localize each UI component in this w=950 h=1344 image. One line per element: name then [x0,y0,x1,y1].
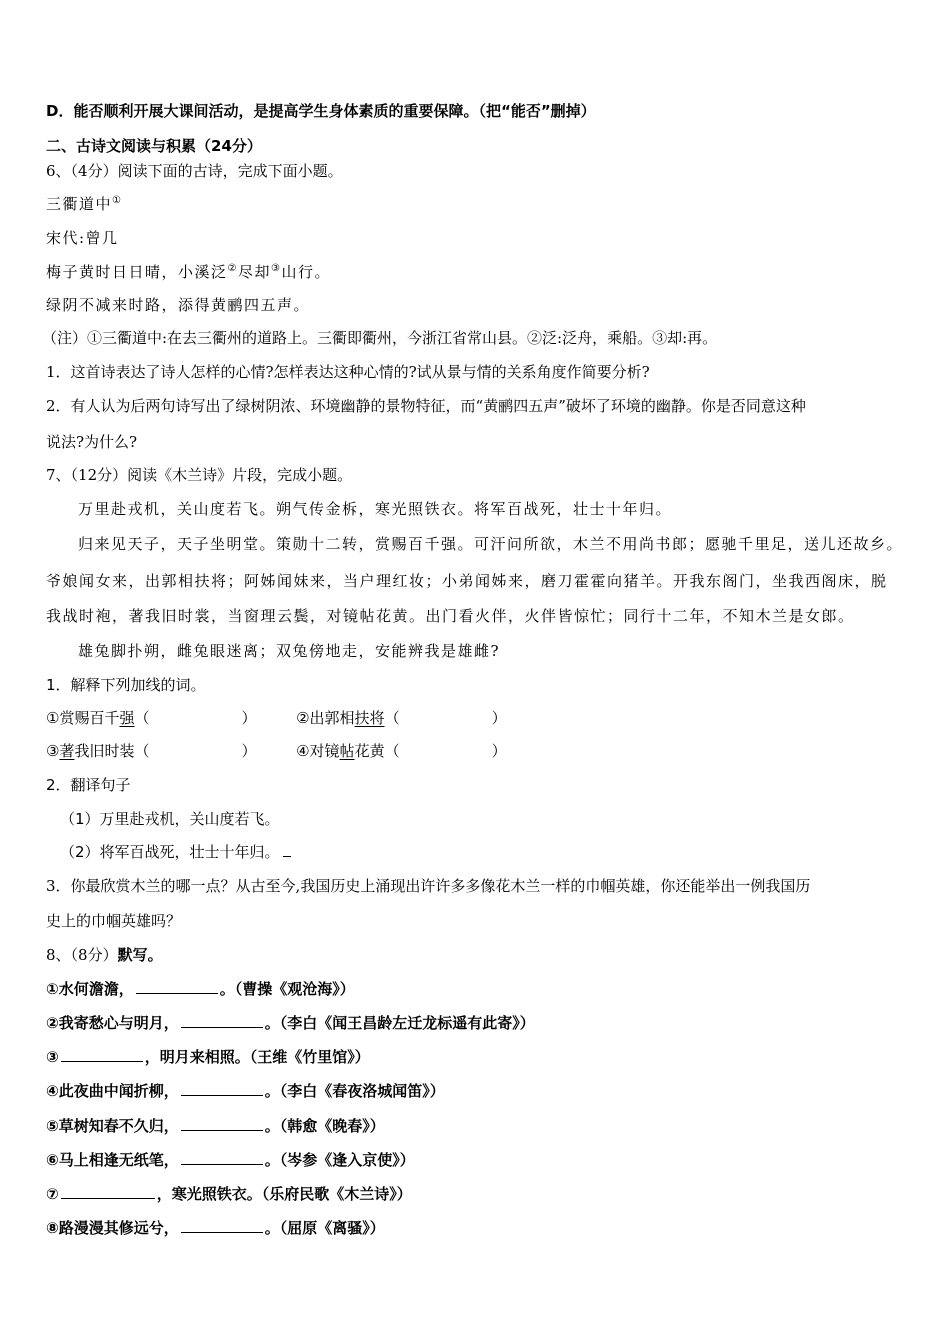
vocab-row-2 [46,741,507,761]
underlined-word: 著 [59,742,75,760]
q6-sub1: 1．这首诗表达了诗人怎样的心情?怎样表达这种心情的?试从景与情的关系角度作简要分析? [46,363,650,381]
vocab-item-4: ④对镜帖花黄（ ） [296,742,507,760]
fill-blank[interactable] [181,1013,263,1028]
q6-header: 6、（4分）阅读下面的古诗，完成下面小题。 [46,162,343,180]
fill-blank[interactable] [181,1116,263,1131]
poem-line-1 [46,262,331,282]
underlined-word: 强 [119,709,135,727]
poem-title-text: 三衢道中 [46,195,113,213]
recite-item-1: ①水何澹澹， 。（曹操《观沧海》） [46,980,355,998]
poem-line-2: 绿阴不减来时路，添得黄鹂四五声。 [46,296,311,314]
q6-sub2-line1: 2．有人认为后两句诗写出了绿树阴浓、环境幽静的景物特征，而“黄鹂四五声”破坏了环境的幽静。你是否同意这种 [46,397,806,415]
poem-line-1-part-a: 梅子黄时日日晴，小溪泛 [46,263,228,281]
q7-sub3-line2: 史上的巾帼英雄吗？ [46,912,182,930]
q7-header: 7、（12分）阅读《木兰诗》片段，完成小题。 [46,466,353,484]
poem-line-1-part-b: 尽却 [237,263,271,281]
vocab-item-3: ③著我旧时装（ ） [46,742,257,760]
answer-blank[interactable] [283,844,291,857]
fill-blank[interactable] [181,1150,263,1165]
underlined-word: 帖 [339,742,355,760]
option-d-label: D． [46,102,74,120]
passage-p3: 雄兔脚扑朔，雌兔眼迷离；双兔傍地走，安能辨我是雄雌? [78,642,501,660]
recite-item-4: ④此夜曲中闻折柳， 。（李白《春夜洛城闻笛》） [46,1082,445,1100]
passage-p2-line2: 爷娘闻女来，出郭相扶将；阿姊闻妹来，当户理红妆；小弟闻姊来，磨刀霍霍向猪羊。开我东阁门，坐我西阁床，脱 [46,572,888,590]
q7-sub1-title: 1．解释下列加线的词。 [46,676,206,694]
q7-sub2-title: 2．翻译句子 [46,776,131,794]
fill-blank[interactable] [61,1184,155,1199]
fill-blank[interactable] [61,1047,143,1062]
section-title: 二、古诗文阅读与积累（24分） [46,137,262,155]
passage-p1: 万里赴戎机，关山度若飞。朔气传金柝，寒光照铁衣。将军百战死，壮士十年归。 [78,500,673,518]
recite-item-3: ③ ，明月来相照。（王维《竹里馆》） [46,1048,370,1066]
passage-p2-line1: 归来见天子，天子坐明堂。策勋十二转，赏赐百千强。可汗问所欲，木兰不用尚书郎；愿驰千里足，送儿还故乡。 [78,535,904,553]
recite-item-7: ⑦ ，寒光照铁衣。（乐府民歌《木兰诗》） [46,1185,412,1203]
recite-item-6: ⑥马上相逢无纸笔， 。（岑参《逢入京使》） [46,1151,415,1169]
fill-blank[interactable] [181,1218,263,1233]
translate-item-2: （2）将军百战死，壮士十年归。 [46,842,291,862]
q8-header: 8、（8分）默写。 [46,946,163,964]
poem-title [46,194,122,214]
vocab-item-1: ①赏赐百千强（ ） [46,709,257,727]
passage-p2-line3: 我战时袍，著我旧时裳，当窗理云鬓，对镜帖花黄。出门看火伴，火伴皆惊忙；同行十二年，不知木兰是女郎。 [46,607,855,625]
fill-blank[interactable] [181,1081,263,1096]
option-d [46,101,596,121]
footnote-marker: ① [112,195,123,206]
poem-notes: （注）①三衢道中:在去三衢州的道路上。三衢即衢州，今浙江省常山县。②泛:泛舟，乘船。③却:再。 [42,329,718,347]
poem-line-1-part-c: 山行。 [281,263,331,281]
option-d-text: 能否顺利开展大课间活动，是提高学生身体素质的重要保障。（把“能否”删掉） [73,102,596,120]
recite-item-2: ②我寄愁心与明月， 。（李白《闻王昌龄左迁龙标遥有此寄》） [46,1014,535,1032]
q6-sub2-line2: 说法?为什么? [46,433,138,451]
poem-author: 宋代:曾几 [46,229,119,247]
footnote-marker: ② [227,263,238,274]
underlined-word: 扶将 [354,709,385,727]
recite-item-8: ⑧路漫漫其修远兮， 。（屈原《离骚》） [46,1219,385,1237]
recite-item-5: ⑤草树知春不久归， 。（韩愈《晚春》） [46,1117,385,1135]
fill-blank[interactable] [136,979,218,994]
footnote-marker: ③ [271,263,282,274]
translate-item-1: （1）万里赴戎机，关山度若飞。 [60,810,280,828]
q7-sub3-line1: 3．你最欣赏木兰的哪一点？从古至今,我国历史上涌现出许许多多像花木兰一样的巾帼英雄，你还能举出一例我国历 [46,877,811,895]
vocab-item-2: ②出郭相扶将（ ） [296,709,507,727]
vocab-row-1 [46,708,507,728]
